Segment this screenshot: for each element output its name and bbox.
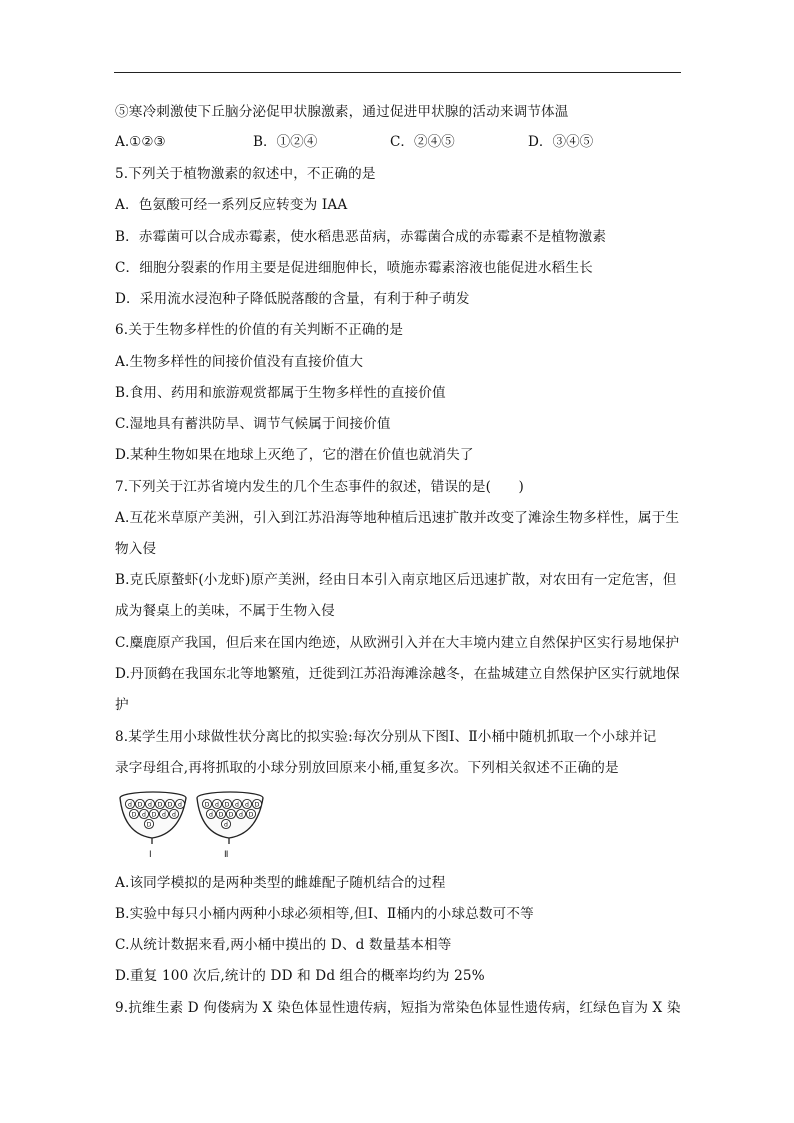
question-8-line2: 录字母组合,再将抓取的小球分别放回原来小桶,重复多次。下列相关叙述不正确的是	[115, 760, 619, 776]
question-7: 7.下列关于江苏省境内发生的几个生态事件的叙述，错误的是( )	[115, 479, 524, 495]
ball-letter: d	[245, 801, 249, 809]
ball-letter: D	[224, 801, 230, 809]
q6-option-c: C.湿地具有蓄洪防旱、调节气候属于间接价值	[115, 416, 391, 432]
q7-option-b-line1: B.克氏原螯虾(小龙虾)原产美洲，经由日本引入南京地区后迅速扩散，对农田有一定危害，但	[115, 572, 677, 588]
q6-option-d: D.某种生物如果在地球上灭绝了，它的潜在价值也就消失了	[115, 447, 474, 463]
question-5: 5.下列关于植物激素的叙述中，不正确的是	[115, 166, 376, 182]
q7-option-d-line1: D.丹顶鹤在我国东北等地繁殖，迁徙到江苏沿海滩涂越冬，在盐城建立自然保护区实行就地保	[115, 666, 680, 682]
q6-option-b: B.食用、药用和旅游观赏都属于生物多样性的直接价值	[115, 385, 446, 401]
statement-5: ⑤寒冷刺激使下丘脑分泌促甲状腺激素，通过促进甲状腺的活动来调节体温	[115, 104, 569, 120]
q5-option-d: D．采用流水浸泡种子降低脱落酸的含量，有利于种子萌发	[115, 291, 470, 307]
ball-letter: D	[218, 811, 224, 819]
ball-letter: d	[178, 801, 182, 809]
q8-option-a: A.该同学模拟的是两种类型的雌雄配子随机结合的过程	[115, 875, 446, 891]
ball-letter: D	[248, 811, 254, 819]
q5-option-c: C．细胞分裂素的作用主要是促进细胞伸长，喷施赤霉素溶液也能促进水稻生长	[115, 260, 593, 276]
q6-option-a: A.生物多样性的间接价值没有直接价值大	[115, 354, 364, 370]
bucket-1-label: Ⅰ	[149, 850, 152, 860]
q7-option-a-line1: A.互花米草原产美洲，引入到江苏沿海等地种植后迅速扩散并改变了滩涂生物多样性，属于生	[115, 510, 680, 526]
q7-option-a-line2: 物入侵	[115, 541, 157, 557]
bucket-2-label: Ⅱ	[224, 850, 229, 860]
ball-letter: d	[162, 811, 166, 819]
question-9-line1: 9.抗维生素 D 佝偻病为 X 染色体显性遗传病，短指为常染色体显性遗传病，红绿色盲为 X 染	[115, 1000, 681, 1016]
q8-option-b: B.实验中每只小桶内两种小球必须相等,但Ⅰ、Ⅱ桶内的小球总数可不等	[115, 906, 534, 922]
ball-letter: D	[151, 811, 157, 819]
q7-option-b-line2: 成为餐桌上的美味，不属于生物入侵	[115, 603, 335, 619]
ball-letter: D	[146, 821, 152, 829]
ball-letter: d	[235, 801, 239, 809]
question-6: 6.关于生物多样性的价值的有关判断不正确的是	[115, 322, 404, 338]
ball-letter: D	[157, 801, 163, 809]
ball-letter: d	[148, 801, 152, 809]
ball-letter: d	[172, 811, 176, 819]
ball-letter: D	[228, 811, 234, 819]
ball-letter: d	[215, 801, 219, 809]
question-8-line1: 8.某学生用小球做性状分离比的拟实验:每次分别从下图Ⅰ、Ⅱ小桶中随机抓取一个小球并记	[115, 729, 657, 745]
q7-option-d-line2: 护	[115, 697, 129, 713]
q5-option-a: A．色氨酸可经一系列反应转变为 IAA	[115, 197, 348, 213]
q7-option-c: C.麋鹿原产我国，但后来在国内绝迹，从欧洲引入并在大丰境内建立自然保护区实行易地保护	[115, 635, 680, 651]
q4-option-b: B．①②④	[253, 134, 318, 150]
ball-letter: d	[128, 801, 132, 809]
bucket-figure	[118, 790, 278, 860]
ball-letter: d	[239, 811, 243, 819]
q5-option-b: B．赤霉菌可以合成赤霉素，使水稻患恶苗病，赤霉菌合成的赤霉素不是植物激素	[115, 229, 607, 245]
bucket-1	[120, 792, 186, 860]
ball-letter: D	[131, 811, 137, 819]
q8-option-d: D.重复 100 次后,统计的 DD 和 Dd 组合的概率均约为 25%	[115, 968, 485, 984]
ball-letter: D	[254, 801, 260, 809]
q4-option-c: C．②④⑤	[390, 134, 455, 150]
ball-letter: d	[209, 811, 213, 819]
q8-option-c: C.从统计数据来看,两小桶中摸出的 D、d 数量基本相等	[115, 937, 452, 953]
ball-letter: d	[142, 811, 146, 819]
ball-letter: d	[224, 821, 228, 829]
bucket-2	[197, 792, 263, 860]
q4-option-a: A.①②③	[115, 134, 166, 150]
q4-option-d: D．③④⑤	[528, 134, 594, 150]
ball-letter: D	[204, 801, 210, 809]
ball-letter: D	[137, 801, 143, 809]
ball-letter: D	[167, 801, 173, 809]
header-rule	[114, 72, 681, 73]
